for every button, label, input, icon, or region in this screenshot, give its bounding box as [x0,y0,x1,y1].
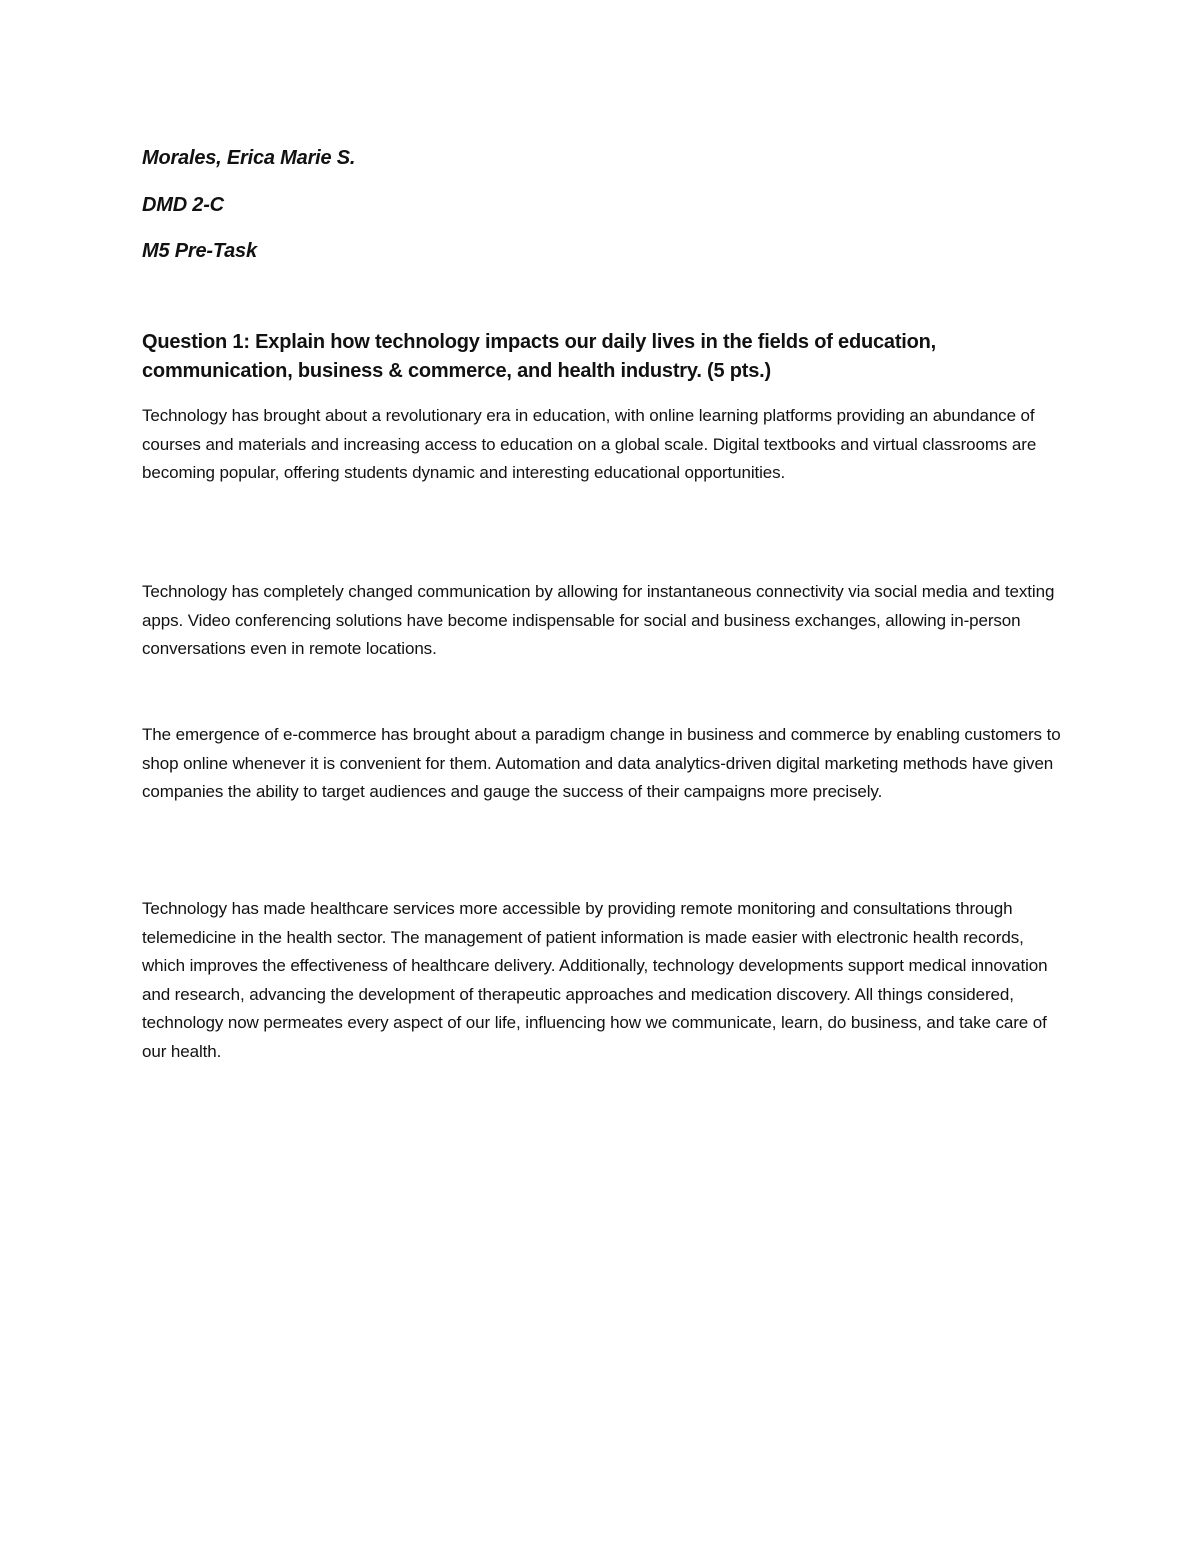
student-section: DMD 2-C [142,194,224,216]
student-name: Morales, Erica Marie S. [142,147,356,169]
task-title: M5 Pre-Task [142,240,257,262]
paragraph-education: Technology has brought about a revolutionary era in education, with online learning platforms providing an abundance of courses and materials and increasing access to education on a global scale. Digital textbooks and virtual classrooms are becoming popular, offering students dynamic and interesting educational opportunities. [142,406,1037,482]
paragraph-business-commerce: The emergence of e-commerce has brought about a paradigm change in business and commerce by enabling customers to shop online whenever it is convenient for them. Automation and data analytics-driven digital marketing methods have given companies the ability to target audiences and gauge the success of their campaigns more precisely. [142,725,1061,801]
question-heading: Question 1: Explain how technology impacts our daily lives in the fields of education, communication, business & commerce, and health industry. (5 pts.) [142,331,937,382]
paragraph-communication: Technology has completely changed communication by allowing for instantaneous connectivity via social media and texting apps. Video conferencing solutions have become indispensable for social and business exchanges, allowing in-person conversations even in remote locations. [142,582,1055,658]
paragraph-health-industry: Technology has made healthcare services more accessible by providing remote monitoring and consultations through telemedicine in the health sector. The management of patient information is made easier with electronic health records, which improves the effectiveness of healthcare delivery. Additionally, technology developments support medical innovation and research, advancing the development of therapeutic approaches and medication discovery. All things considered, technology now permeates every aspect of our life, influencing how we communicate, learn, do business, and take care of our health. [142,899,1048,1061]
